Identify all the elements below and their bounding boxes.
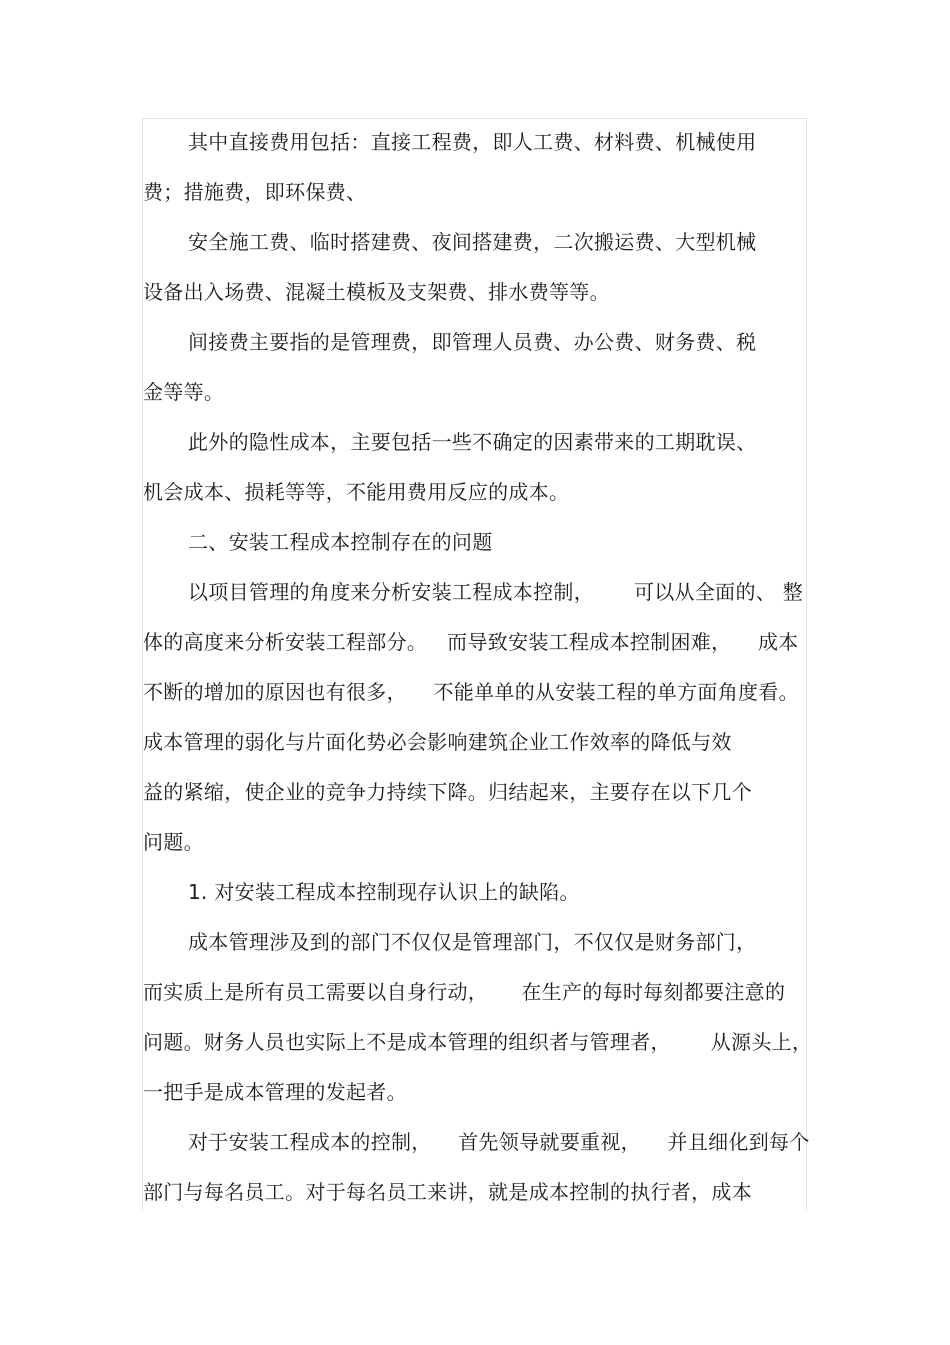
- text-line-6: 金等等。: [143, 380, 225, 404]
- text-line-3: 安全施工费、临时搭建费、夜间搭建费，二次搬运费、大型机械: [188, 230, 757, 254]
- text-line-1: 其中直接费用包括：直接工程费，即人工费、材料费、机械使用: [188, 130, 757, 154]
- text-line-22: 部门与每名员工。对于每名员工来讲，就是成本控制的执行者，成本: [143, 1180, 752, 1204]
- text-line-12: 不断的增加的原因也有很多， 不能单单的从安装工程的单方面角度看。: [143, 680, 799, 704]
- text-line-14: 益的紧缩，使企业的竞争力持续下降。归结起来，主要存在以下几个: [143, 780, 752, 804]
- text-line-4: 设备出入场费、混凝土模板及支架费、排水费等等。: [143, 280, 610, 304]
- text-line-19: 问题。财务人员也实际上不是成本管理的组织者与管理者， 从源头上，: [143, 1030, 813, 1054]
- text-line-5: 间接费主要指的是管理费，即管理人员费、办公费、财务费、税: [188, 330, 757, 354]
- text-line-2: 费；措施费，即环保费、: [143, 180, 367, 204]
- subsection-heading: 1. 对安装工程成本控制现存认识上的缺陷。: [188, 880, 580, 904]
- text-line-8: 机会成本、损耗等等，不能用费用反应的成本。: [143, 480, 570, 504]
- text-line-21: 对于安装工程成本的控制， 首先领导就要重视， 并且细化到每个: [188, 1130, 810, 1154]
- text-line-13: 成本管理的弱化与片面化势必会影响建筑企业工作效率的降低与效: [143, 730, 732, 754]
- text-line-10: 以项目管理的角度来分析安装工程成本控制， 可以从全面的、 整: [188, 580, 804, 604]
- text-line-11: 体的高度来分析安装工程部分。 而导致安装工程成本控制困难， 成本: [143, 630, 799, 654]
- text-line-15: 问题。: [143, 830, 204, 854]
- section-heading: 二、安装工程成本控制存在的问题: [188, 530, 493, 554]
- text-line-20: 一把手是成本管理的发起者。: [143, 1080, 407, 1104]
- text-line-18: 而实质上是所有员工需要以自身行动， 在生产的每时每刻都要注意的: [143, 980, 786, 1004]
- text-line-7: 此外的隐性成本，主要包括一些不确定的因素带来的工期耽误、: [188, 430, 757, 454]
- text-line-17: 成本管理涉及到的部门不仅仅是管理部门，不仅仅是财务部门，: [188, 930, 757, 954]
